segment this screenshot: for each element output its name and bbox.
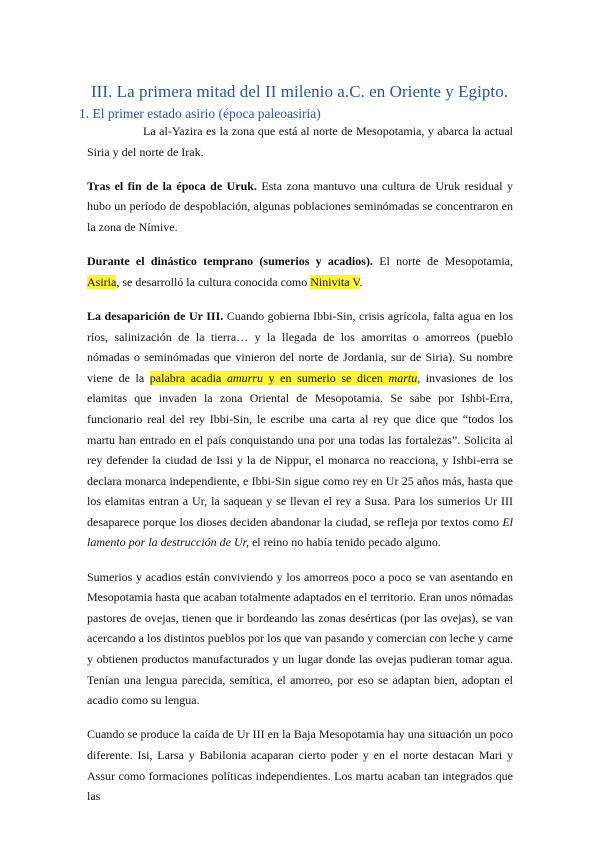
italic-title: El lamento por la destrucción de Ur, [87, 514, 513, 550]
paragraph-caida-ur: Cuando se produce la caída de Ur III en la Baja Mesopotamia hay una situación un poco diferente. Isi, Larsa y Babilonia acaparan cierto poder y en el norte destacan Mari y Assur como formaciones políticas independientes. Los martu acaban tan integrados que las [87, 727, 513, 804]
highlight-asiria: Asiria [87, 274, 117, 289]
paragraph-dinastico: Durante el dinástico temprano (sumerios y acadios). El norte de Mesopotamia, Asiria, se desarrolló la cultura conocida como Ninivita V. [87, 254, 513, 289]
paragraph-al-yazira: La al-Yazira es la zona que está al norte de Mesopotamia, y abarca la actual Siria y del norte de Irak. [87, 124, 513, 159]
section-subtitle: 1. El primer estado asirio (época paleoasiria) [79, 106, 321, 121]
highlight-amurru: palabra acadia amurru y en sumerio se dicen martu [149, 370, 418, 385]
paragraph-heading: Durante el dinástico temprano (sumerios y acadios). [87, 254, 373, 269]
paragraph-amorreos: Sumerios y acadios están conviviendo y los amorreos poco a poco se van asentando en Mesopotamia hasta que acaban totalmente adaptados en el territorio. Eran unos nómadas pastores de ovejas, tienen que ir bordeando las zonas desérticas (por las ovejas), se van acercando a los distintos pueblos por los que van pasando y comercian con leche y carne y obtienen productos manufacturados y un lugar donde las ovejas pudieran tomar agua. Tenían una lengua parecida, semítica, el amorreo, por eso se adaptan bien, adoptan el acadio como su lengua. [87, 569, 513, 708]
document-body [87, 121, 513, 820]
page-title: III. La primera mitad del II milenio a.C. en Oriente y Egipto. [90, 82, 509, 101]
highlight-ninivita: Ninivita V [310, 274, 360, 289]
paragraph-ur-iii: La desaparición de Ur III. Cuando gobierna Ibbi-Sin, crisis agrícola, falta agua en los ríos, salinización de la tierra… y la llegada de los amorritas o amorreos (pueblo nómadas o seminómadas que vinieron del norte de Jordania, sur de Siria). Su nombre viene de la palabra acadia amurru y en sumerio se dicen martu, invasiones de los elamitas que invaden la zona Oriental de Mesopotamia. Se sabe por Ishbi-Erra, funcionario real del rey Ibbi-Sin, le escribe una carta al rey que dice que “todos los martu han entrado en el país conquistando una por una todas las fortalezas”. Solicita al rey defender la ciudad de Issi y la de Nippur, el monarca no reacciona, y Ishbi-erra se declara monarca independiente, e Ibbi-Sin sigue como rey en Ur 25 años más, hasta que los elamitas entran a Ur, la saquean y se llevan el rey a Susa. Para los sumerios Ur III desaparece porque los dioses deciden abandonar la ciudad, se refleja por textos como El lamento por la destrucción de Ur, el reino no había tenido pecado alguno. [87, 308, 513, 550]
paragraph-heading: Tras el fin de la época de Uruk. [87, 178, 257, 193]
paragraph-uruk: Tras el fin de la época de Uruk. Esta zona mantuvo una cultura de Uruk residual y hubo un período de despoblación, algunas poblaciones seminómadas se concentraron en la zona de Nímive. [87, 178, 513, 234]
paragraph-heading: La desaparición de Ur III. [87, 308, 224, 323]
